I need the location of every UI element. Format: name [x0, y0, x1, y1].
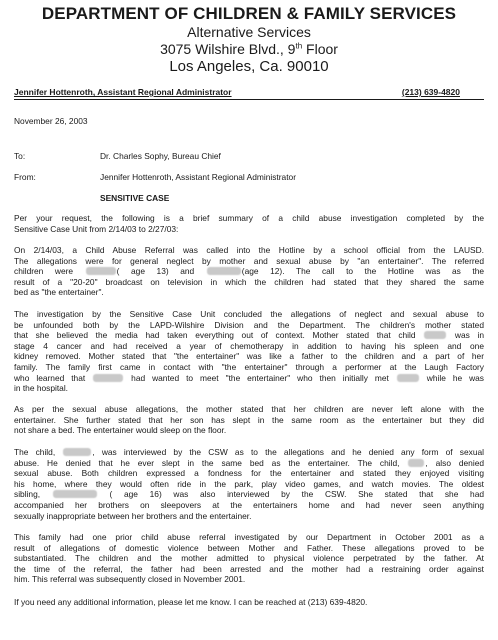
redaction-mark — [397, 374, 419, 382]
text-line: stage 4 cancer and had received a year of chemotherapy in addition to having his spleen and one — [14, 340, 484, 351]
text-fragment: children were — [14, 266, 74, 277]
text-line: in the hospital. — [14, 383, 69, 394]
letterhead-city: Los Angeles, Ca. 90010 — [169, 58, 329, 75]
header-divider — [14, 99, 484, 100]
text-line — [14, 447, 484, 458]
text-line: result of a "20-20" broadcast on television in which the children had stated that they shared the same — [14, 276, 484, 287]
text-line: sexually inappropriate between her brothers and the entertainer. — [14, 510, 252, 521]
text-fragment: had wanted to meet "the entertainer" who then initially met — [131, 372, 389, 383]
text-line — [14, 458, 484, 469]
redaction-mark — [86, 267, 116, 275]
text-line — [14, 373, 484, 384]
redaction-mark — [53, 490, 97, 498]
redaction-mark — [424, 331, 446, 339]
text-line: accompanied her brothers on sleepovers at the entertainers home and had never seen anything — [14, 499, 484, 510]
sender-name-title: Jennifer Hottenroth, Assistant Regional Administrator — [14, 87, 232, 97]
letterhead-department: DEPARTMENT OF CHILDREN & FAMILY SERVICES — [41, 4, 457, 23]
text-line: not share a bed. The entertainer would sleep on the floor. — [14, 425, 227, 436]
text-line: sexual abuse. Both children expressed a fondness for the entertainer and stated they enjoyed visiting — [14, 468, 484, 479]
redaction-mark — [408, 459, 424, 467]
sender-phone: (213) 639-4820 — [401, 87, 460, 97]
text-line: kidney removed. Mother stated that "the entertainer" was like a father to the children and a part of her — [14, 351, 484, 362]
text-fragment: while he was — [426, 372, 484, 383]
text-fragment: ( age 13) and — [116, 266, 195, 277]
text-line: On 2/14/03, a Child Abuse Referral was called into the Hotline by a school official from the LAUSD. — [14, 245, 484, 255]
text-line: the time of the referral, the father had been arrested and the mother had a restraining order against — [14, 563, 484, 574]
text-line: As per the sexual abuse allegations, the mother stated that her children are never left alone with the — [14, 404, 484, 414]
text-line: The investigation by the Sensitive Case Unit concluded the allegations of neglect and sexual abuse to — [14, 309, 484, 319]
paragraph-investigation — [14, 309, 484, 394]
paragraph-referral — [14, 245, 484, 298]
to-value: Dr. Charles Sophy, Bureau Chief — [100, 151, 221, 161]
text-line: Sensitive Case Unit from 2/14/03 to 2/27/03: — [14, 223, 179, 234]
paragraph-prior-referral — [14, 532, 484, 585]
address-street: 3075 Wilshire Blvd., 9 — [160, 41, 296, 57]
memo-date: November 26, 2003 — [14, 116, 88, 126]
text-line: family. The family first came in contact with "the entertainer" through a performer at the Laugh Factory — [14, 361, 484, 372]
memo-subject: SENSITIVE CASE — [100, 193, 170, 203]
text-fragment: who learned that — [14, 372, 86, 383]
text-fragment: abuse. He denied that he ever slept in the same bed as the entertainer. The child, — [14, 457, 400, 468]
from-value: Jennifer Hottenroth, Assistant Regional Administrator — [100, 172, 296, 182]
paragraph-allegations — [14, 404, 484, 436]
text-line — [14, 330, 484, 341]
text-line: The allegations were for general neglect by mother and sexual abuse by "an entertainer". The referred — [14, 255, 484, 266]
text-fragment: ( age 16) was also interviewed by the CSW. She stated that she had — [109, 489, 485, 500]
text-line: substantiated. The children and the mother admitted to physical violence perpetrated by the father. At — [14, 553, 484, 564]
text-line: entertainer. She further stated that her son has slept in the same room as the entertainer but they did — [14, 414, 484, 425]
text-line: If you need any additional information, please let me know. I can be reached at (213) 639-4820. — [14, 597, 368, 607]
redaction-mark — [63, 448, 91, 456]
text-fragment: (age 12). The call to the Hotline was as the — [241, 266, 485, 277]
letterhead-unit: Alternative Services — [187, 24, 311, 40]
paragraph-request — [14, 213, 484, 234]
text-line: his home, where they would often ride in the park, play video games, and watch movies. The oldest — [14, 478, 484, 489]
paragraph-interviews — [14, 447, 484, 521]
text-line — [14, 489, 484, 500]
redaction-mark — [207, 267, 241, 275]
text-fragment: , was interviewed by the CSW as to the allegations and he denied any form of sexual — [92, 447, 484, 457]
text-fragment: was in — [454, 330, 484, 341]
text-line: him. This referral was subsequently closed in November 2001. — [14, 574, 246, 585]
text-line: bed as "the entertainer". — [14, 287, 104, 298]
text-line: Per your request, the following is a brief summary of a child abuse investigation completed by the — [14, 213, 484, 223]
text-fragment: The child, — [14, 447, 56, 457]
text-line: result of allegations of domestic violence between Mother and Father. These allegations proved to be — [14, 542, 484, 553]
redaction-mark — [93, 374, 123, 382]
text-line: be unfounded both by the LAPD-Wilshire Division and the Department. The children's mother stated — [14, 319, 484, 330]
paragraph-closing — [14, 597, 484, 608]
text-fragment: that she believed the media had taken everything out of context. Mother stated that child — [14, 330, 416, 341]
text-line: This family had one prior child abuse referral investigated by our Department in October 2001 as a — [14, 532, 484, 542]
to-label: To: — [14, 151, 26, 161]
from-label: From: — [14, 172, 36, 182]
address-floor-suffix: th — [295, 41, 303, 51]
letterhead-address — [0, 41, 498, 57]
text-fragment: , also denied — [425, 457, 485, 468]
text-fragment: sibling, — [14, 489, 41, 500]
text-line — [14, 266, 484, 277]
address-floor: Floor — [302, 41, 338, 57]
